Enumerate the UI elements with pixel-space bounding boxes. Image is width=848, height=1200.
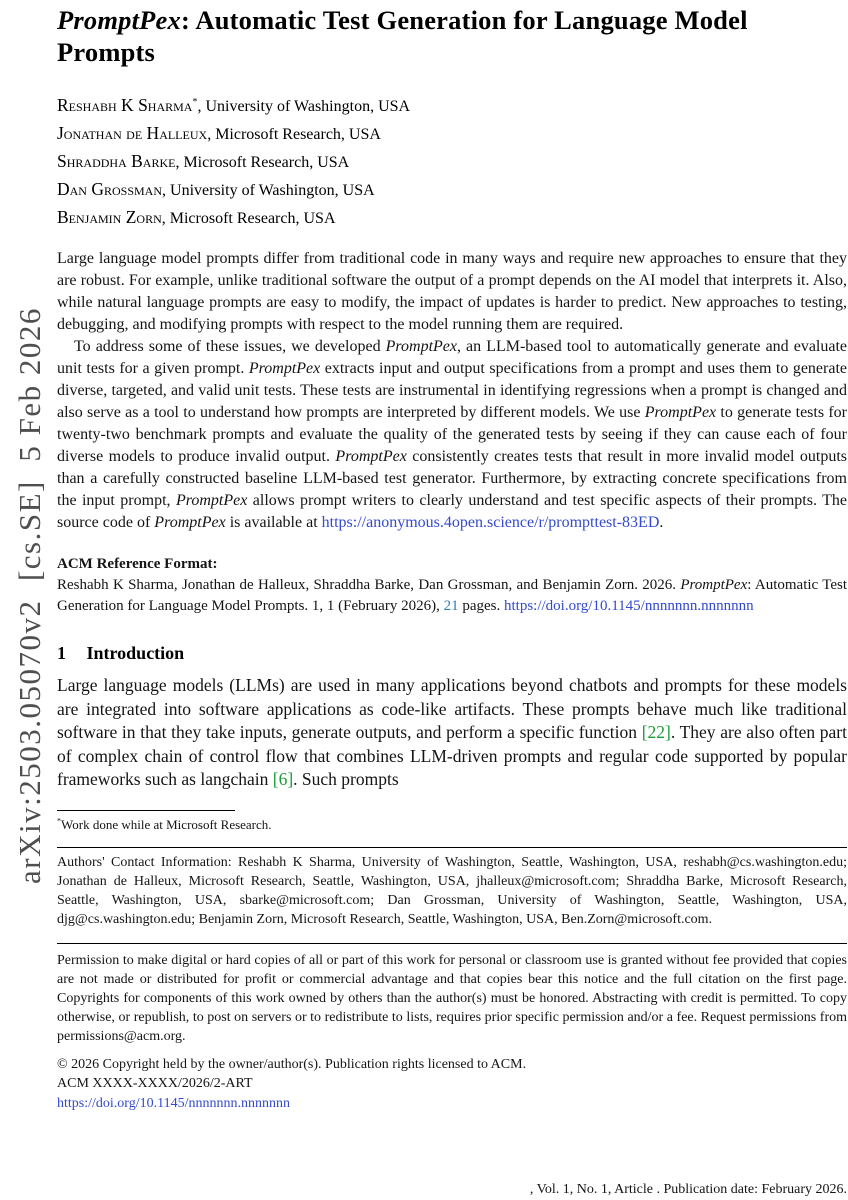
author-name: Reshabh K Sharma — [57, 95, 193, 115]
section-number: 1 — [57, 643, 66, 663]
citation-22[interactable]: [22] — [641, 722, 671, 742]
abstract-text: To address some of these issues, we developed — [74, 338, 386, 355]
author-line — [57, 204, 847, 232]
source-code-link[interactable]: https://anonymous.4open.science/r/prompttest-83ED — [321, 514, 660, 531]
acm-issn-line: ACM XXXX-XXXX/2026/2-ART — [57, 1076, 253, 1091]
abstract-text: allows prompt writers to clearly understand and test specific aspects of their prompts. The source code of — [57, 492, 848, 531]
contact-divider — [57, 847, 847, 848]
page-count-link[interactable]: 21 — [443, 598, 459, 614]
system-name: PromptPex — [154, 514, 226, 531]
author-list — [57, 92, 847, 232]
acm-reference-body — [57, 575, 847, 617]
acm-reference-heading: ACM Reference Format: — [57, 556, 218, 572]
author-footnote-marker: * — [192, 96, 198, 108]
abstract-text: consistently creates tests that result in more invalid model outputs than a carefully constructed baseline LLM-based test generator. Furthermore, by extracting concrete specifications from the input prompt, — [57, 448, 847, 509]
system-name: PromptPex — [335, 448, 407, 465]
author-affiliation: , Microsoft Research, USA — [161, 210, 336, 227]
system-name: PromptPex — [248, 360, 321, 377]
reference-text: : Automatic Test Generation for Language Model Prompts. 1, 1 (February 2026), — [57, 577, 847, 614]
system-name: PromptPex — [385, 338, 458, 355]
paper-title — [57, 4, 847, 68]
footnote-text: Work done while at Microsoft Research. — [61, 816, 272, 832]
system-name: PromptPex — [175, 492, 248, 509]
abstract-paragraph-1: Large language model prompts differ from traditional code in many ways and require new approaches to ensure that they are robust. For example, unlike traditional software the output of a prompt depends on the AI model that interprets it. Also, while natural language prompts are easy to modify, the impact of updates is harder to predict. New approaches to testing, debugging, and modifying prompts with respect to the model running them are required. — [57, 250, 847, 333]
intro-text: . They are also often part of complex chain of control flow that combines LLM-driven prompts and regular code supported by popular frameworks such as langchain — [57, 722, 847, 789]
citation-6[interactable]: [6] — [272, 769, 294, 789]
section-1-heading — [57, 643, 847, 664]
author-affiliation: , Microsoft Research, USA — [207, 126, 381, 143]
permission-divider — [57, 943, 847, 944]
footnote-marker: * — [57, 816, 62, 826]
page-footer: , Vol. 1, No. 1, Article . Publication date: February 2026. — [529, 1182, 847, 1197]
author-line — [57, 148, 847, 176]
title-rest: : Automatic Test Generation for Language Model Prompts — [57, 5, 748, 67]
abstract-text: is available at — [225, 514, 322, 531]
footnote — [57, 817, 847, 833]
permission-statement: Permission to make digital or hard copies of all or part of this work for personal or classroom use is granted without fee provided that copies are not made or distributed for profit or commercial advantage and that copies bear this notice and the full citation on the first page. Copyrights for components of this work owned by others than the author(s) must be honored. Abstracting with credit is permitted. To copy otherwise, or republish, to post on servers or to redistribute to lists, requires prior specific permission and/or a fee. Request permissions from permissions@acm.org. — [57, 952, 847, 1044]
author-line — [57, 176, 847, 204]
arxiv-watermark: arXiv:2503.05070v2 [cs.SE] 5 Feb 2026 — [12, 307, 47, 884]
footnote-rule — [57, 810, 235, 811]
intro-text: . Such prompts — [293, 769, 399, 789]
abstract-text: to generate tests for twenty-two benchmark prompts and evaluate the quality of the generated tests by seeing if they can cause each of four diverse models to produce invalid output. — [57, 404, 847, 465]
abstract-paragraph-2 — [57, 336, 847, 534]
author-affiliation: , University of Washington, USA — [162, 182, 375, 199]
system-name: PromptPex — [644, 404, 717, 421]
title-system-name: PromptPex — [57, 5, 181, 35]
paper-content — [57, 0, 847, 1113]
abstract-text: extracts input and output specifications from a prompt and uses them to generate diverse, targeted, and valid unit tests. These tests are instrumental in identifying regressions when a prompt is changed and also serve as a tool to understand how prompts are interpreted by different models. We use — [57, 360, 848, 421]
author-line — [57, 120, 847, 148]
abstract-text: . — [659, 514, 664, 531]
introduction-paragraph — [57, 674, 847, 792]
acm-reference-format — [57, 554, 847, 617]
copyright-line: © 2026 Copyright held by the owner/author(s). Publication rights licensed to ACM. — [57, 1056, 527, 1072]
author-name: Benjamin Zorn — [57, 207, 162, 227]
author-name: Jonathan de Halleux — [57, 123, 208, 143]
author-affiliation: , Microsoft Research, USA — [175, 154, 350, 171]
abstract-text: , an LLM-based tool to automatically generate and evaluate unit tests for a given prompt. — [57, 338, 848, 377]
reference-text: pages. — [458, 598, 504, 614]
doi-link[interactable]: https://doi.org/10.1145/nnnnnnn.nnnnnnn — [57, 1095, 290, 1111]
doi-link[interactable]: https://doi.org/10.1145/nnnnnnn.nnnnnnn — [503, 598, 754, 614]
contact-information: Authors' Contact Information: Reshabh K Sharma, University of Washington, Seattle, Washington, USA, reshabh@cs.washington.edu; Jonathan de Halleux, Microsoft Research, Seattle, Washington, USA, jhalleux@microsoft.com; Shraddha Barke, Microsoft Research, Seattle, Washington, USA, sbarke@microsoft.com; Dan Grossman, University of Washington, Seattle, Washington, USA, djg@cs.washington.edu; Benjamin Zorn, Microsoft Research, Seattle, Washington, USA, Ben.Zorn@microsoft.com. — [57, 854, 847, 927]
author-name: Dan Grossman — [57, 179, 163, 199]
author-affiliation: , University of Washington, USA — [197, 98, 411, 115]
system-name: PromptPex — [680, 577, 748, 593]
copyright-block — [57, 1055, 847, 1114]
intro-text: Large language models (LLMs) are used in many applications beyond chatbots and prompts for these models are integrated into software applications as code-like artifacts. These prompts behave much like traditional software in that they take inputs, generate outputs, and perform a specific function — [57, 675, 847, 742]
reference-text: Reshabh K Sharma, Jonathan de Halleux, Shraddha Barke, Dan Grossman, and Benjamin Zorn. 2026. — [57, 577, 681, 593]
section-title: Introduction — [86, 643, 185, 663]
author-line — [57, 92, 847, 120]
abstract — [57, 248, 847, 534]
author-name: Shraddha Barke — [57, 151, 176, 171]
